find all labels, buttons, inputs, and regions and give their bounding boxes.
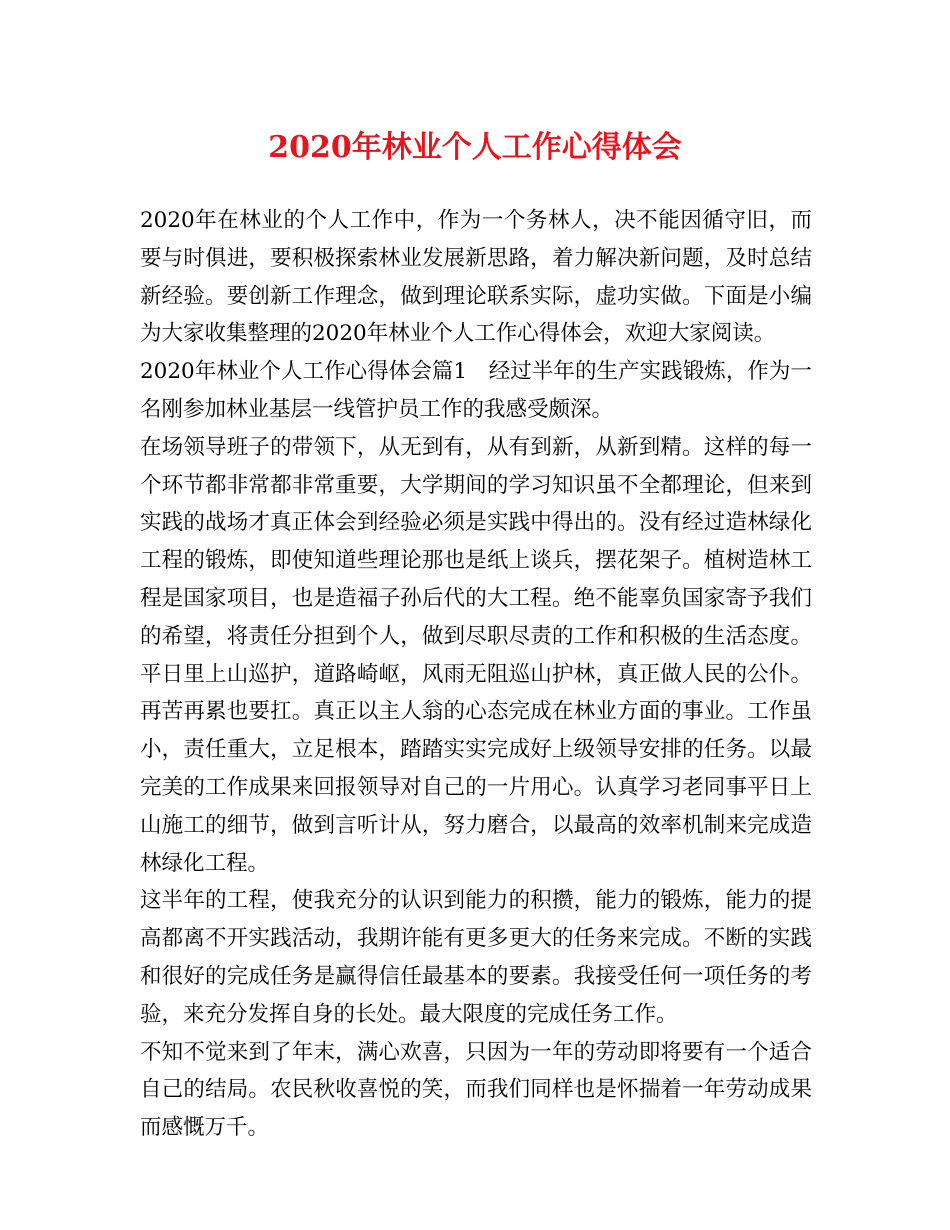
paragraph-body-1: 在场领导班子的带领下，从无到有，从有到新，从新到精。这样的每一个环节都非常都非常重要，大学期间的学习知识虽不全都理论，但来到实践的战场才真正体会到经验必须是实践中得出的。没有经过造林绿化工程的锻炼，即使知道些理论那也是纸上谈兵，摆花架子。植树造林工程是国家项目，也是造福子孙后代的大工程。绝不能辜负国家寄予我们的希望，将责任分担到个人，做到尽职尽责的工作和积极的生活态度。平日里上山巡护，道路崎岖，风雨无阻巡山护林，真正做人民的公仆。再苦再累也要扛。真正以主人翁的心态完成在林业方面的事业。工作虽小，责任重大，立足根本，踏踏实实完成好上级领导安排的任务。以最完美的工作成果来回报领导对自己的一片用心。认真学习老同事平日上山施工的细节，做到言听计从，努力磨合，以最高的效率机制来完成造林绿化工程。 [140,434,812,876]
paragraph-body-2: 这半年的工程，使我充分的认识到能力的积攒，能力的锻炼，能力的提高都离不开实践活动，我期许能有更多更大的任务来完成。不断的实践和很好的完成任务是赢得信任最基本的要素。我接受任何一项任务的考验，来充分发挥自身的长处。最大限度的完成任务工作。 [140,888,812,1027]
document-body [140,202,812,1147]
document-title: 2020年林业个人工作心得体会 [268,130,682,165]
paragraph-section-heading: 2020年林业个人工作心得体会篇1 经过半年的生产实践锻炼，作为一名刚参加林业基层一线管护员工作的我感受颇深。 [140,359,812,422]
paragraph-body-3: 不知不觉来到了年末，满心欢喜，只因为一年的劳动即将要有一个适合自己的结局。农民秋收喜悦的笑，而我们同样也是怀揣着一年劳动成果而感慨万千。 [140,1039,812,1141]
paragraph-intro: 2020年在林业的个人工作中，作为一个务林人，决不能因循守旧，而要与时俱进，要积极探索林业发展新思路，着力解决新问题，及时总结新经验。要创新工作理念，做到理论联系实际，虚功实做。下面是小编为大家收集整理的2020年林业个人工作心得体会，欢迎大家阅读。 [140,208,812,347]
